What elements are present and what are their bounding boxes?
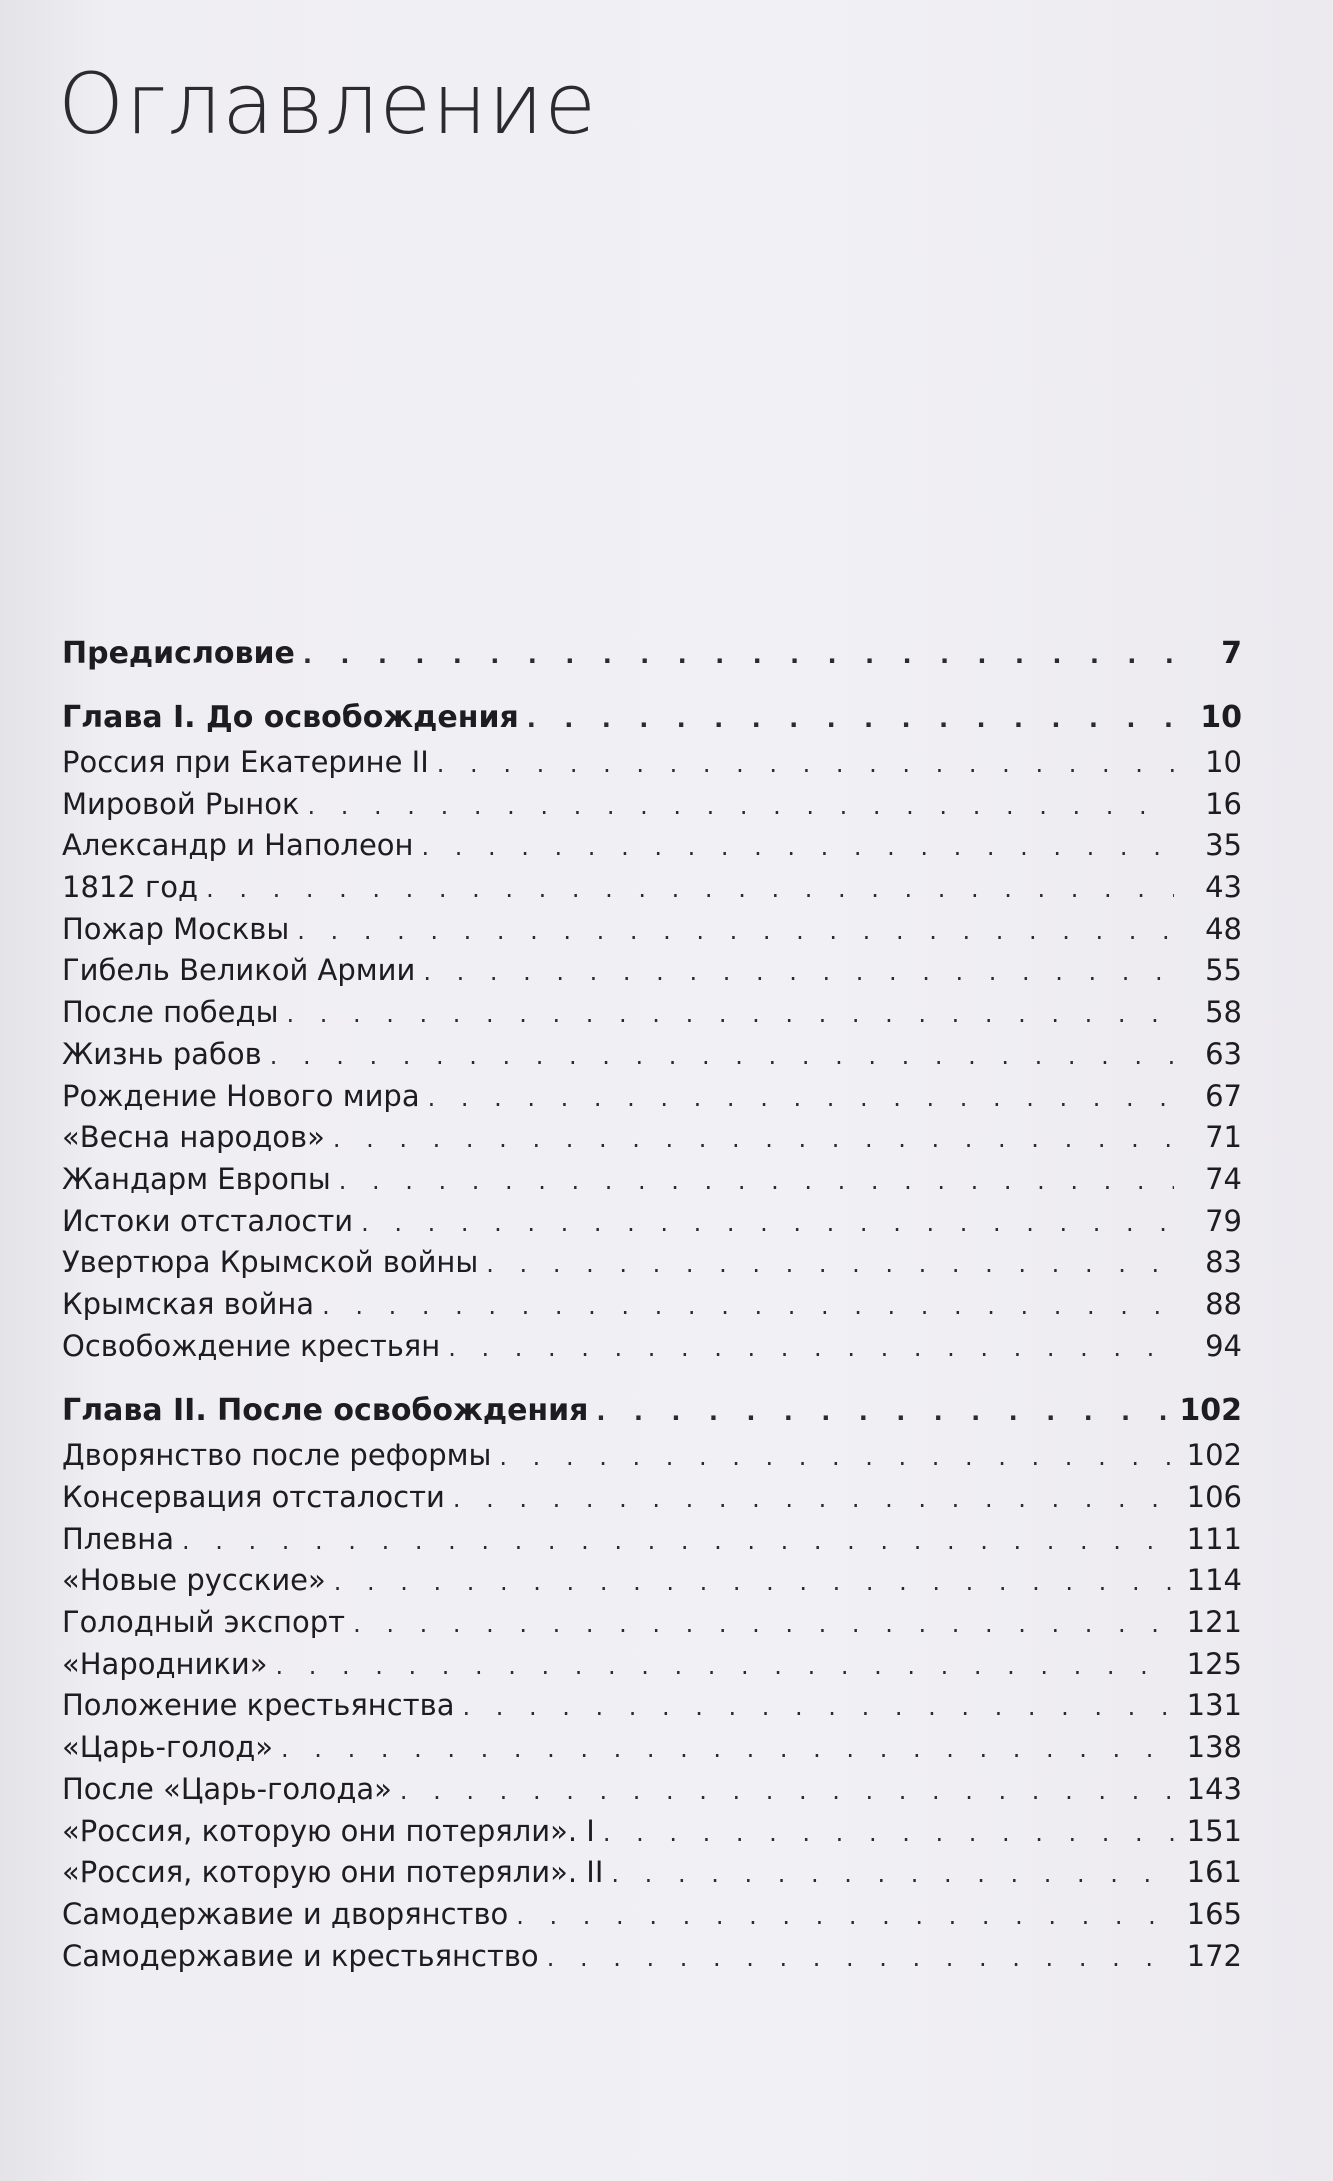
dot-leader [339,1161,1174,1203]
toc-entry-page: 114 [1186,1563,1242,1598]
dot-leader [611,1854,1174,1896]
dot-leader [596,1388,1171,1436]
toc-entry-page: 131 [1186,1688,1242,1723]
toc-entry-label: Увертюра Крымской войны [62,1245,479,1280]
toc-entry-page: 121 [1186,1605,1242,1640]
toc-entry [62,1519,1242,1561]
toc-entry [62,909,1242,951]
dot-leader [322,1286,1174,1328]
toc-entry [62,1852,1242,1894]
toc-entry-page: 161 [1186,1855,1242,1890]
toc-entry-page: 74 [1205,1161,1242,1196]
toc-entry-label: Жандарм Европы [62,1161,331,1196]
toc-entry-page: 83 [1205,1245,1242,1280]
toc-entry-label: «Царь-голод» [62,1730,274,1765]
toc-entry [62,1644,1242,1686]
toc-entry [62,1685,1242,1727]
dot-leader [547,1938,1174,1980]
toc-entry-page: 111 [1186,1521,1242,1556]
dot-leader [297,911,1174,953]
toc-entry-label: Самодержавие и дворянство [62,1896,509,1931]
toc-entry [62,1435,1242,1477]
toc-entry-label: 1812 год [62,870,199,905]
chapter-1-entries [62,742,1242,1367]
toc-entry [62,1117,1242,1159]
toc-entry-page: 10 [1205,745,1242,779]
dot-leader [400,1771,1174,1813]
toc-entry-page: 151 [1186,1813,1242,1848]
toc-entry-page: 94 [1205,1328,1242,1363]
chapter-page: 102 [1179,1393,1242,1429]
dot-leader [422,827,1174,869]
toc-entry [62,1811,1242,1853]
dot-leader [423,952,1174,994]
dot-leader [448,1328,1174,1370]
dot-leader [303,631,1174,679]
toc-entry-label: Крымская война [62,1286,315,1321]
toc-entry [62,992,1242,1034]
dot-leader [308,786,1174,828]
dot-leader [353,1604,1174,1646]
dot-leader [206,869,1174,911]
toc-entry-label: Положение крестьянства [62,1688,455,1723]
toc-entry-label: После победы [62,995,279,1030]
toc-entry-page: 71 [1205,1120,1242,1155]
toc-entry-page: 16 [1205,786,1242,821]
toc-entry-label: Пожар Москвы [62,911,290,946]
dot-leader [453,1479,1174,1521]
toc-entry-page: 58 [1205,995,1242,1030]
dot-leader [428,1078,1174,1120]
table-of-contents [62,630,1242,1977]
dot-leader [516,1896,1174,1938]
toc-entry [62,1201,1242,1243]
dot-leader [182,1521,1174,1563]
toc-entry-page: 125 [1186,1646,1242,1681]
toc-entry [62,1602,1242,1644]
toc-entry-page: 63 [1205,1036,1242,1071]
toc-entry-label: Жизнь рабов [62,1036,262,1071]
toc-entry-label: Россия при Екатерине II [62,745,429,779]
toc-entry-label: «Россия, которую они потеряли». II [62,1855,604,1890]
dot-leader [603,1813,1174,1855]
toc-entry [62,1477,1242,1519]
toc-entry [62,1894,1242,1936]
toc-entry-page: 55 [1205,953,1242,988]
toc-entry [62,1034,1242,1076]
toc-entry [62,1284,1242,1326]
toc-entry-label: «Новые русские» [62,1563,326,1598]
toc-entry-page: 165 [1186,1896,1242,1931]
toc-entry-page: 43 [1205,870,1242,905]
dot-leader [499,1437,1174,1479]
toc-entry-label: Рождение Нового мира [62,1078,420,1113]
dot-leader [334,1562,1174,1604]
toc-entry-label: Гибель Великой Армии [62,953,416,988]
chapter-title: Глава II. После освобождения [62,1393,589,1429]
toc-entry [62,1326,1242,1368]
toc-entry-label: После «Царь-голода» [62,1771,392,1806]
toc-entry-label: «Народники» [62,1646,268,1681]
toc-entry-page: 102 [1186,1438,1242,1473]
toc-entry-page: 106 [1186,1480,1242,1514]
toc-entry [62,742,1242,784]
toc-entry-page: 88 [1205,1286,1242,1321]
toc-entry [62,1242,1242,1284]
chapter-1-section [62,694,1242,1367]
toc-entry [62,784,1242,826]
toc-entry-page: 7 [1221,636,1242,671]
toc-entry-page: 35 [1205,828,1242,863]
chapter-title: Глава I. До освобождения [62,700,519,735]
toc-entry-preface [62,630,1242,678]
dot-leader [486,1244,1174,1286]
toc-entry-label: Плевна [62,1521,175,1556]
toc-entry [62,1727,1242,1769]
chapter-2-section [62,1387,1242,1977]
toc-entry [62,1769,1242,1811]
dot-leader [333,1119,1174,1161]
dot-leader [527,695,1174,743]
toc-entry [62,950,1242,992]
toc-entry-label: Предисловие [62,636,295,671]
dot-leader [286,994,1174,1036]
toc-entry [62,1076,1242,1118]
toc-entry-label: «Россия, которую они потеряли». I [62,1813,595,1848]
chapter-page: 10 [1200,700,1242,735]
toc-chapter-heading [62,1387,1242,1435]
dot-leader [281,1729,1174,1771]
dot-leader [462,1687,1174,1729]
toc-entry [62,825,1242,867]
toc-entry-label: Истоки отсталости [62,1203,354,1238]
toc-entry-label: Самодержавие и крестьянство [62,1938,539,1973]
toc-entry-page: 67 [1205,1078,1242,1113]
dot-leader [437,744,1174,786]
toc-entry-page: 138 [1186,1730,1242,1765]
toc-entry-page: 48 [1205,911,1242,946]
toc-entry-label: Мировой Рынок [62,786,300,821]
toc-entry-page: 143 [1186,1771,1242,1806]
toc-entry-page: 172 [1186,1938,1242,1973]
toc-entry-label: Консервация отсталости [62,1480,445,1514]
toc-chapter-heading [62,694,1242,742]
toc-entry [62,1159,1242,1201]
toc-entry-label: Дворянство после реформы [62,1438,492,1473]
dot-leader [361,1203,1174,1245]
toc-entry [62,867,1242,909]
toc-entry-label: Александр и Наполеон [62,828,414,863]
chapter-2-entries [62,1435,1242,1977]
toc-entry [62,1936,1242,1978]
toc-entry-page: 79 [1205,1203,1242,1238]
toc-entry-label: «Весна народов» [62,1120,325,1155]
toc-entry-label: Освобождение крестьян [62,1328,441,1363]
toc-entry-label: Голодный экспорт [62,1605,346,1640]
page-title: Оглавление [58,55,598,153]
dot-leader [275,1646,1174,1688]
toc-entry [62,1560,1242,1602]
dot-leader [270,1036,1174,1078]
preface-section [62,630,1242,678]
